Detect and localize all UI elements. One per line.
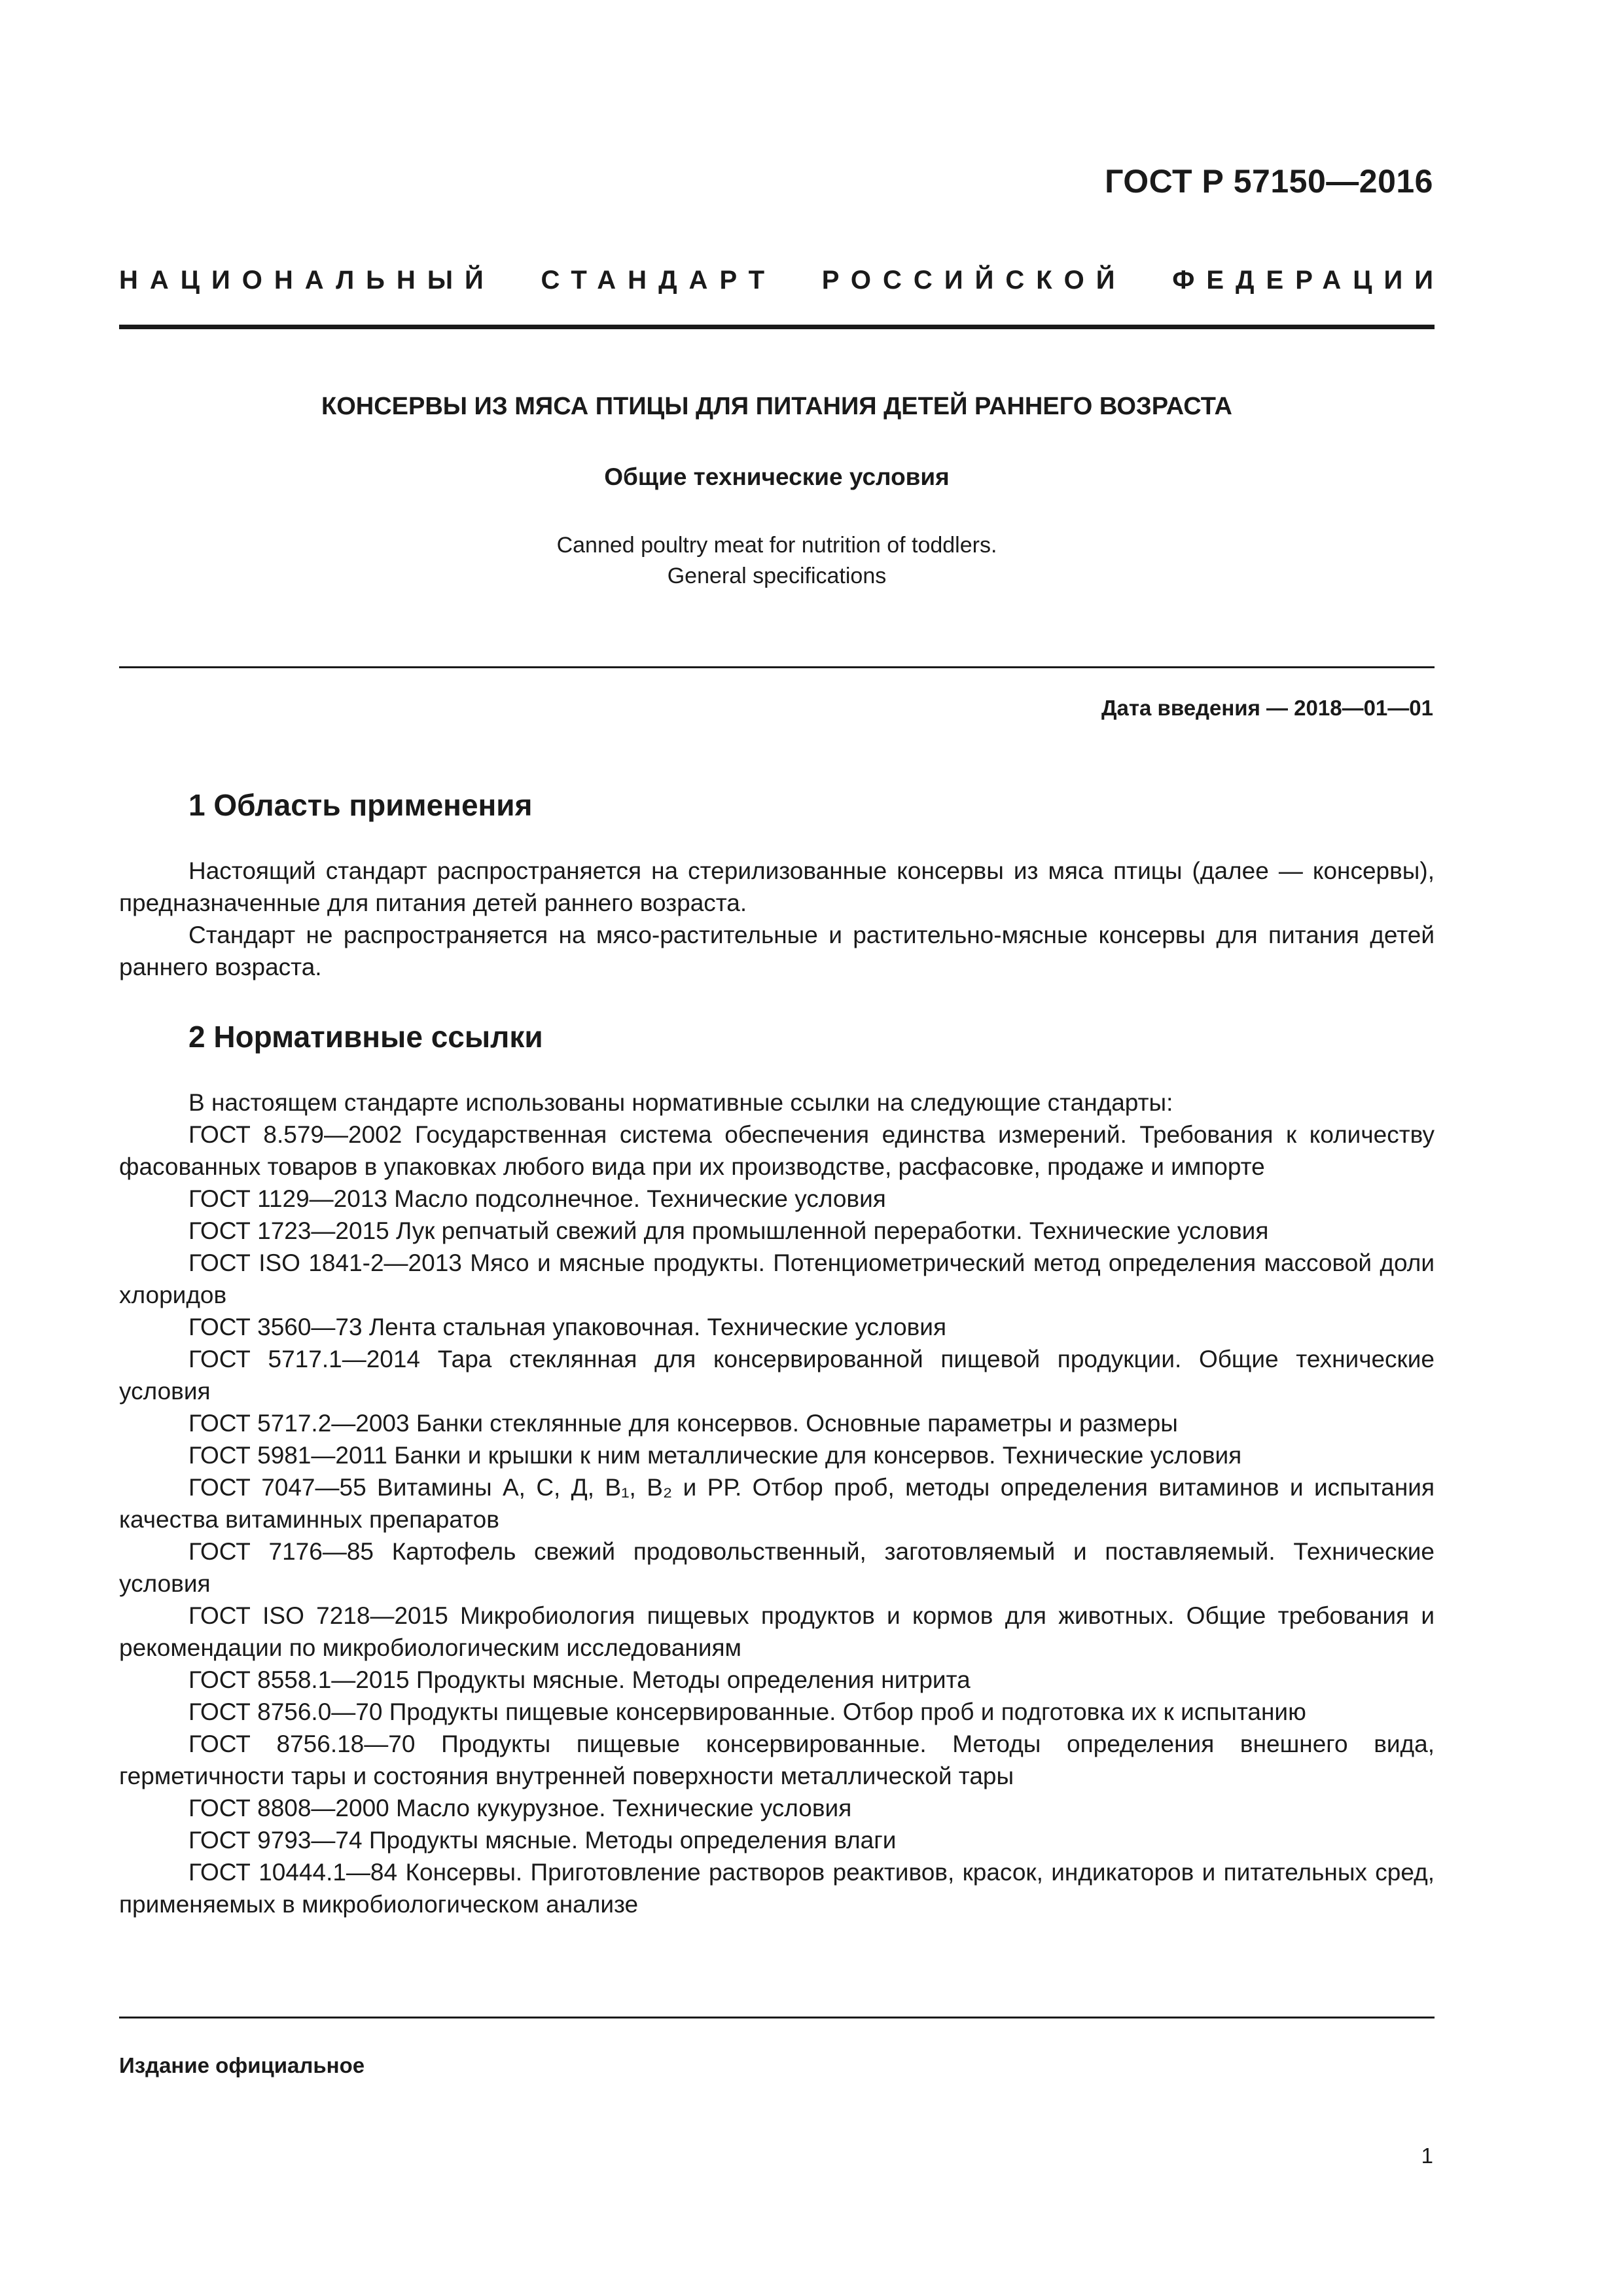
section-heading: 2 Нормативные ссылки [188,1020,543,1054]
page-number: 1 [1421,2144,1433,2168]
reference-item: ГОСТ 5981—2011 Банки и крышки к ним металлические для консервов. Технические условия [188,1442,1242,1469]
reference-item: ГОСТ 8808—2000 Масло кукурузное. Технические условия [188,1795,852,1821]
document-title: КОНСЕРВЫ ИЗ МЯСА ПТИЦЫ ДЛЯ ПИТАНИЯ ДЕТЕЙ РАННЕГО ВОЗРАСТА [321,393,1232,420]
reference-item: ГОСТ 5717.1—2014 Тара стеклянная для консервированной пищевой продукции. Общие технические условия [119,1346,1435,1405]
document-body [119,785,1435,1920]
reference-item: ГОСТ 3560—73 Лента стальная упаковочная. Технические условия [188,1314,947,1340]
english-title-line: Canned poultry meat for nutrition of toddlers. [556,533,997,558]
title-divider [119,666,1435,668]
banner-word: РОССИЙСКОЙ [821,266,1127,295]
reference-item: ГОСТ 5717.2—2003 Банки стеклянные для консервов. Основные параметры и размеры [188,1410,1178,1437]
reference-item: ГОСТ 1723—2015 Лук репчатый свежий для промышленной переработки. Технические условия [188,1217,1269,1244]
reference-item: ГОСТ 1129—2013 Масло подсолнечное. Технические условия [188,1185,886,1212]
paragraph: В настоящем стандарте использованы нормативные ссылки на следующие стандарты: [188,1089,1173,1116]
reference-item: ГОСТ 7176—85 Картофель свежий продовольственный, заготовляемый и поставляемый. Технические условия [119,1538,1435,1597]
english-title-line: General specifications [667,564,887,588]
document-subtitle: Общие технические условия [604,463,950,490]
reference-item: ГОСТ 9793—74 Продукты мясные. Методы определения влаги [188,1827,897,1854]
banner-word: СТАНДАРТ [541,266,777,295]
banner-word: НАЦИОНАЛЬНЫЙ [119,266,495,295]
header-divider [119,325,1435,329]
reference-item: ГОСТ 8558.1—2015 Продукты мясные. Методы определения нитрита [188,1666,971,1693]
reference-item: ГОСТ 7047—55 Витамины А, С, Д, B₁, B₂ и РР. Отбор проб, методы определения витаминов и испытания качества витаминных препаратов [119,1474,1435,1533]
banner-word: ФЕДЕРАЦИИ [1172,266,1445,295]
reference-item: ГОСТ ISO 7218—2015 Микробиология пищевых продуктов и кормов для животных. Общие требования и рекомендации по микробиологическим исследованиям [119,1602,1435,1661]
reference-item: ГОСТ 8756.18—70 Продукты пищевые консервированные. Методы определения внешнего вида, герметичности тары и состояния внутренней поверхности металлической тары [119,1731,1435,1789]
reference-item: ГОСТ 8.579—2002 Государственная система обеспечения единства измерений. Требования к количеству фасованных товаров в упаковках любого вида при их производстве, расфасовке, продаже и импорте [119,1121,1435,1180]
english-title [119,530,1435,592]
official-edition-label: Издание официальное [119,2053,365,2077]
introduction-date: Дата введения — 2018—01—01 [1101,696,1433,720]
footer-divider [119,2017,1435,2018]
section-heading: 1 Область применения [188,788,533,822]
paragraph: Стандарт не распространяется на мясо-растительные и растительно-мясные консервы для питания детей раннего возраста. [119,922,1435,980]
reference-item: ГОСТ 8756.0—70 Продукты пищевые консервированные. Отбор проб и подготовка их к испытанию [188,1698,1306,1725]
reference-item: ГОСТ 10444.1—84 Консервы. Приготовление растворов реактивов, красок, индикаторов и питательных сред, применяемых в микробиологическом анализе [119,1859,1435,1918]
paragraph: Настоящий стандарт распространяется на стерилизованные консервы из мяса птицы (далее — консервы), предназначенные для питания детей раннего возраста. [119,857,1435,916]
standard-designation: ГОСТ Р 57150—2016 [1105,163,1433,200]
national-standard-banner [119,266,1445,295]
reference-item: ГОСТ ISO 1841-2—2013 Мясо и мясные продукты. Потенциометрический метод определения массовой доли хлоридов [119,1249,1435,1308]
